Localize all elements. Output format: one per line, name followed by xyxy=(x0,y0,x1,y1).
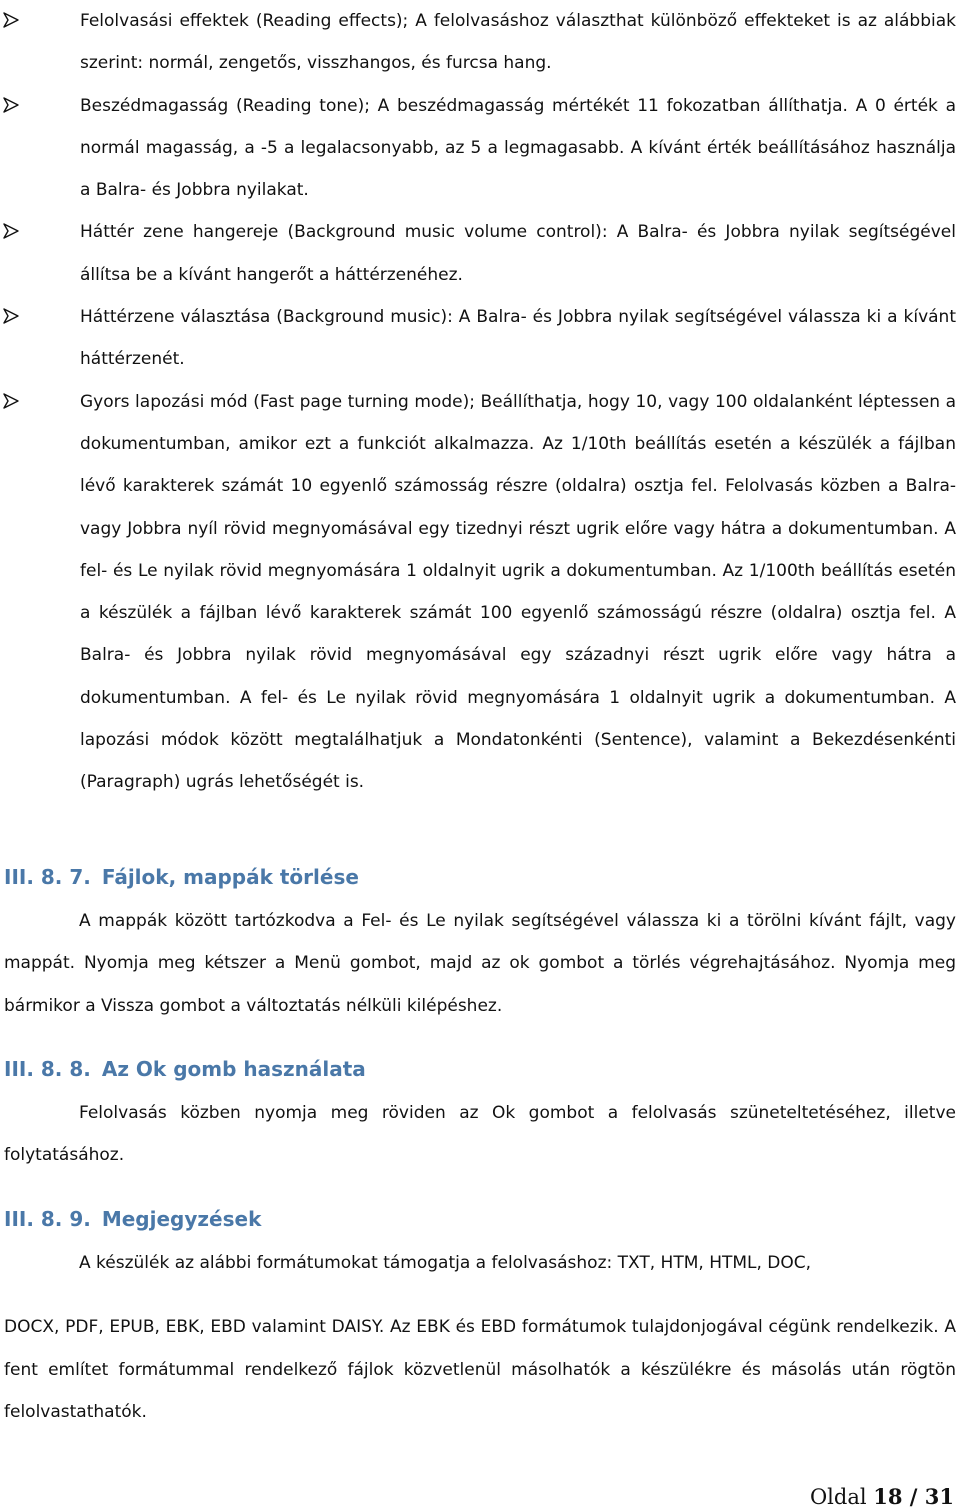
bullet-text: Felolvasási effektek (Reading effects); A felolvasáshoz választhat különböző effekteket is az alábbiak szerint: normál, zengetős, visszhangos, és furcsa hang. xyxy=(80,11,956,74)
section-title: Megjegyzések xyxy=(101,1207,262,1231)
section-paragraph: A készülék az alábbi formátumokat támogatja a felolvasáshoz: TXT, HTM, HTML, DOC, xyxy=(79,1253,812,1273)
bullet-text: Beszédmagasság (Reading tone); A beszédmagasság mértékét 11 fokozatban állíthatja. A 0 érték a normál magasság, a -5 a legalacsonyabb, az 5 a legmagasabb. A kívánt érték beállításához használja a Balra- és Jobbra nyilakat. xyxy=(80,95,956,201)
arrowhead-bullet-icon xyxy=(3,12,19,28)
section-title: Az Ok gomb használata xyxy=(101,1057,366,1081)
footer-label: Oldal xyxy=(809,1485,867,1509)
arrowhead-bullet-icon xyxy=(3,97,19,113)
bullet-reading-tone xyxy=(0,85,960,212)
bullet-reading-effects xyxy=(0,0,960,85)
section-ok-button xyxy=(4,1054,956,1177)
section-heading xyxy=(4,1204,956,1234)
bullet-background-music-volume xyxy=(0,211,960,296)
section-notes xyxy=(4,1204,956,1433)
bullet-text: Háttérzene választása (Background music): A Balra- és Jobbra nyilak segítségével válassza ki a kívánt háttérzenét. xyxy=(80,307,956,370)
bullet-text: Háttér zene hangereje (Background music volume control): A Balra- és Jobbra nyilak segítségével állítsa be a kívánt hangerőt a háttérzenéhez. xyxy=(80,222,956,285)
section-number: III. 8. 9. xyxy=(4,1207,91,1231)
section-paragraph: Felolvasás közben nyomja meg röviden az Ok gombot a felolvasás szüneteltetéséhez, illetve folytatásához. xyxy=(4,1103,956,1166)
bullet-fast-page-turning xyxy=(0,381,960,804)
bullet-background-music xyxy=(0,296,960,381)
section-paragraph: A mappák között tartózkodva a Fel- és Le nyilak segítségével válassza ki a törölni kívánt fájlt, vagy mappát. Nyomja meg kétszer a Menü gombot, majd az ok gombot a törlés végrehajtásához. Nyomja meg bármikor a Vissza gombot a változtatás nélküli kilépéshez. xyxy=(4,911,956,1016)
section-number: III. 8. 7. xyxy=(4,865,91,889)
page-number: 18 / 31 xyxy=(873,1484,954,1509)
section-number: III. 8. 8. xyxy=(4,1057,91,1081)
arrowhead-bullet-icon xyxy=(3,223,19,239)
section-delete-files xyxy=(4,862,956,1027)
arrowhead-bullet-icon xyxy=(3,393,19,409)
section-heading xyxy=(4,862,956,892)
section-heading xyxy=(4,1054,956,1084)
bullet-text: Gyors lapozási mód (Fast page turning mode); Beállíthatja, hogy 10, vagy 100 oldalanként léptessen a dokumentumban, amikor ezt a funkciót alkalmazza. Az 1/10th beállítás esetén a készülék a fájlban lévő karakterek számát 10 egyenlő számosság részre (oldalra) osztja fel. Felolvasás közben a Balra- vagy Jobbra nyíl rövid megnyomásával egy tizednyi részt ugrik előre vagy hátra a dokumentumban. A fel- és Le nyilak rövid megnyomására 1 oldalnyit ugrik a dokumentumban. Az 1/100th beállítás esetén a készülék a fájlban lévő karakterek számát 100 egyenlő számosságú részre (oldalra) osztja fel. A Balra- és Jobbra nyilak rövid megnyomásával egy századnyi részt ugrik előre vagy hátra a dokumentumban. A fel- és Le nyilak rövid megnyomására 1 oldalnyit ugrik a dokumentumban. A lapozási módok között megtalálhatjuk a Mondatonkénti (Sentence), valamint a Bekezdésenkénti (Paragraph) ugrás lehetőségét is. xyxy=(80,391,956,793)
section-title: Fájlok, mappák törlése xyxy=(101,865,359,889)
arrowhead-bullet-icon xyxy=(3,308,19,324)
section-paragraph: DOCX, PDF, EPUB, EBK, EBD valamint DAISY. Az EBK és EBD formátumok tulajdonjogával cégünk rendelkezik. A fent említet formátummal rendelkező fájlok közvetlenül másolhatók a készülékre és másolás után rögtön felolvastathatók. xyxy=(4,1317,956,1422)
